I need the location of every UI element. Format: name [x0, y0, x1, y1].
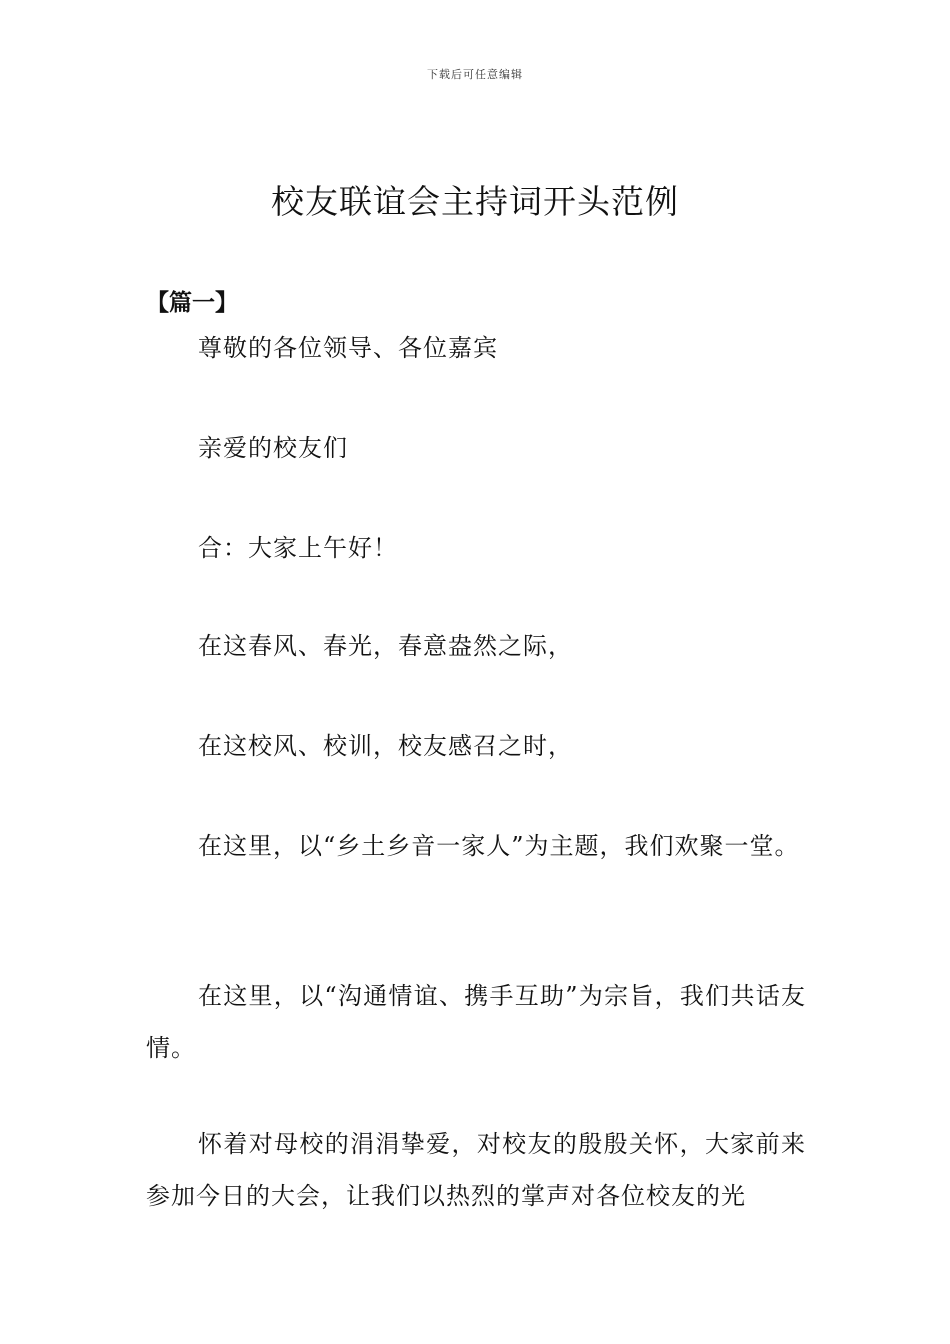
paragraph-welcome: 怀着对母校的涓涓挚爱，对校友的殷殷关怀，大家前来参加今日的大会，让我们以热烈的掌声对各位校友的光 — [146, 1130, 806, 1210]
document-title: 校友联谊会主持词开头范例 — [271, 182, 679, 221]
paragraph-good-morning: 合：大家上午好！ — [198, 534, 398, 562]
paragraph-theme: 在这里，以“乡土乡音一家人”为主题，我们欢聚一堂。 — [198, 832, 800, 860]
paragraph-spring: 在这春风、春光，春意盎然之际， — [198, 632, 573, 660]
paragraph-greeting-alumni: 亲爱的校友们 — [198, 434, 348, 462]
header-note: 下载后可任意编辑 — [427, 68, 523, 81]
paragraph-purpose: 在这里，以“沟通情谊、携手互助”为宗旨，我们共话友情。 — [146, 982, 806, 1062]
section-label: 【篇一】 — [146, 289, 238, 316]
paragraph-greeting-leaders: 尊敬的各位领导、各位嘉宾 — [198, 334, 498, 362]
paragraph-school-spirit: 在这校风、校训，校友感召之时， — [198, 732, 573, 760]
